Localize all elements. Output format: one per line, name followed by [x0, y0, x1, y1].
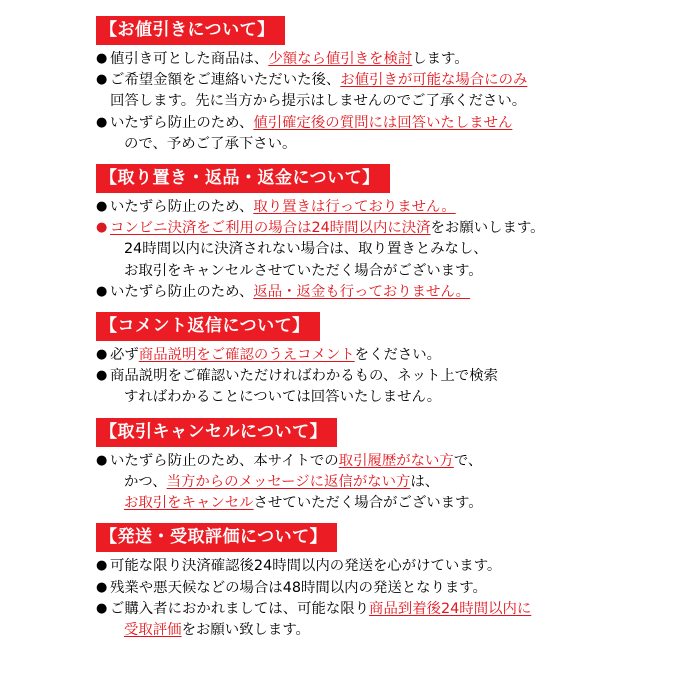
- plain-text: 回答します。先に当方から提示はしませんのでご了承ください。: [110, 93, 527, 110]
- bullet-icon: ●: [96, 368, 108, 384]
- notice-line: [96, 599, 664, 620]
- line-text: [110, 556, 664, 577]
- sections-container: [96, 16, 664, 641]
- notice-line: [96, 218, 664, 239]
- plain-text: で、: [453, 452, 483, 469]
- plain-text: は、: [410, 473, 440, 490]
- section-body-shipping-rating: [96, 556, 664, 641]
- plain-text: ご希望金額をご連絡いただいた後、: [110, 72, 341, 89]
- emphasis-text: 取引履歴がない方: [338, 452, 454, 469]
- emphasis-text: 商品到着後24時間以内に: [369, 600, 532, 617]
- plain-text: いたずら防止のため、本サイトでの: [110, 452, 339, 469]
- plain-text: かつ、: [124, 473, 167, 490]
- line-text: [110, 218, 664, 239]
- bullet-icon: ●: [96, 51, 108, 67]
- plain-text: いたずら防止のため、: [110, 114, 254, 131]
- line-text: [110, 261, 664, 282]
- plain-text: ご購入者におかれましては、可能な限り: [110, 600, 370, 617]
- bullet-icon: ●: [96, 600, 108, 616]
- notice-line: [96, 70, 664, 91]
- notice-line: [96, 493, 664, 514]
- section-header-discount: 【お値引きについて】: [96, 16, 285, 45]
- bullet-icon: ●: [96, 347, 108, 363]
- section-body-discount: [96, 49, 664, 155]
- notice-line: [96, 451, 664, 472]
- section-transaction-cancel: [96, 418, 664, 515]
- notice-line: [96, 578, 664, 599]
- emphasis-text: 商品説明をご確認のうえコメント: [138, 347, 355, 364]
- line-text: [110, 239, 664, 260]
- section-body-transaction-cancel: [96, 451, 664, 515]
- bullet-icon: ●: [96, 220, 108, 236]
- notice-line: [96, 620, 664, 641]
- section-body-hold-return-refund: [96, 197, 664, 303]
- line-text: [110, 620, 664, 641]
- section-header-transaction-cancel: 【取引キャンセルについて】: [96, 418, 337, 447]
- emphasis-text: 当方からのメッセージに返信がない方: [166, 473, 411, 490]
- emphasis-text: 取り置きは行っておりません。: [253, 199, 456, 216]
- bullet-icon: ●: [96, 114, 108, 130]
- emphasis-text: 受取評価: [124, 621, 182, 638]
- notice-line: [96, 113, 664, 134]
- line-text: [110, 472, 664, 493]
- bullet-icon: ●: [96, 72, 108, 88]
- plain-text: 商品説明をご確認いただければわかるもの、ネット上で検索: [110, 368, 498, 385]
- section-shipping-rating: [96, 523, 664, 641]
- bullet-icon: ●: [96, 558, 108, 574]
- section-body-comment-reply: [96, 345, 664, 409]
- line-text: [110, 451, 664, 472]
- line-text: [110, 345, 664, 366]
- plain-text: をください。: [354, 347, 442, 364]
- line-text: [110, 599, 664, 620]
- notice-line: [96, 197, 664, 218]
- plain-text: させていただく場合がございます。: [253, 495, 483, 512]
- plain-text: ので、予めご了承下さい。: [124, 135, 297, 152]
- plain-text: 必ず: [110, 347, 139, 364]
- notice-line: [96, 134, 664, 155]
- notice-line: [96, 345, 664, 366]
- section-hold-return-refund: [96, 164, 664, 303]
- line-text: [110, 91, 664, 112]
- notice-line: [96, 239, 664, 260]
- notice-line: [96, 472, 664, 493]
- notice-line: [96, 556, 664, 577]
- section-header-shipping-rating: 【発送・受取評価について】: [96, 523, 337, 552]
- section-header-hold-return-refund: 【取り置き・返品・返金について】: [96, 164, 390, 193]
- line-text: [110, 197, 664, 218]
- bullet-icon: ●: [96, 283, 108, 299]
- section-comment-reply: [96, 312, 664, 409]
- plain-text: お取引をキャンセルさせていただく場合がございます。: [124, 262, 483, 279]
- bullet-icon: ●: [96, 452, 108, 468]
- line-text: [110, 282, 664, 303]
- plain-text: いたずら防止のため、: [110, 199, 254, 216]
- line-text: [110, 578, 664, 599]
- line-text: [110, 49, 664, 70]
- plain-text: 可能な限り決済確認後24時間以内の発送を心がけています。: [110, 558, 502, 575]
- notice-line: [96, 49, 664, 70]
- plain-text: すればわかることについては回答いたしません。: [124, 389, 442, 406]
- plain-text: 値引き可とした商品は、: [110, 51, 269, 68]
- line-text: [110, 113, 664, 134]
- line-text: [110, 70, 664, 91]
- notice-line: [96, 282, 664, 303]
- section-header-comment-reply: 【コメント返信について】: [96, 312, 320, 341]
- emphasis-text: コンビニ決済をご利用の場合は24時間以内に決済: [110, 220, 431, 237]
- line-text: [110, 387, 664, 408]
- plain-text: 残業や悪天候などの場合は48時間以内の発送となります。: [110, 579, 487, 596]
- emphasis-text: お値引きが可能な場合にのみ: [340, 72, 528, 89]
- plain-text: をお願い致します。: [181, 621, 310, 638]
- emphasis-text: 値引確定後の質問には回答いたしません: [253, 114, 513, 131]
- notice-line: [96, 387, 664, 408]
- bullet-icon: ●: [96, 199, 108, 215]
- emphasis-text: 少額なら値引きを検討: [268, 51, 413, 68]
- plain-text: 24時間以内に決済されない場合は、取り置きとみなし、: [124, 241, 488, 258]
- line-text: [110, 366, 664, 387]
- line-text: [110, 493, 664, 514]
- emphasis-text: 返品・返金も行っておりません。: [253, 283, 471, 300]
- notice-line: [96, 91, 664, 112]
- plain-text: します。: [412, 51, 469, 68]
- notice-line: [96, 366, 664, 387]
- plain-text: をお願いします。: [430, 220, 545, 237]
- emphasis-text: お取引をキャンセル: [124, 495, 254, 512]
- section-discount: [96, 16, 664, 155]
- notice-line: [96, 261, 664, 282]
- line-text: [110, 134, 664, 155]
- plain-text: いたずら防止のため、: [110, 283, 254, 300]
- bullet-icon: ●: [96, 579, 108, 595]
